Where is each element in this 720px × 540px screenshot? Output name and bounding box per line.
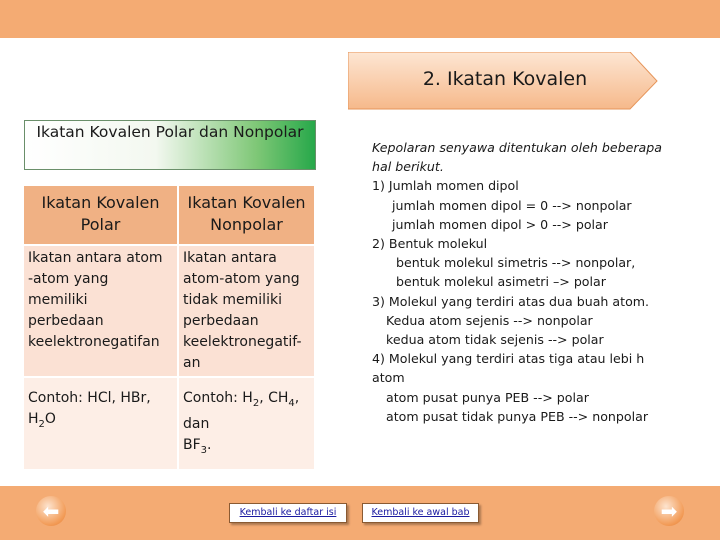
back-to-toc-link[interactable]: Kembali ke daftar isi xyxy=(229,503,347,523)
rules-intro-2: hal berikut. xyxy=(372,159,444,175)
rule-2b: bentuk molekul asimetri –> polar xyxy=(396,274,606,290)
header-nonpolar: Ikatan Kovalen Nonpolar xyxy=(178,186,314,245)
next-slide-button[interactable] xyxy=(654,496,684,526)
rule-3a: Kedua atom sejenis --> nonpolar xyxy=(386,312,593,328)
rule-1: 1) Jumlah momen dipol xyxy=(372,178,519,194)
rule-2: 2) Bentuk molekul xyxy=(372,236,488,252)
rule-3: 3) Molekul yang terdiri atas dua buah atom. xyxy=(372,293,650,309)
rule-4a: atom pusat punya PEB --> polar xyxy=(386,389,589,405)
slide-title: 2. Ikatan Kovalen xyxy=(422,68,588,90)
rule-4b: atom pusat tidak punya PEB --> nonpolar xyxy=(386,408,649,424)
rule-1a: jumlah momen dipol = 0 --> nonpolar xyxy=(392,197,632,213)
rules-intro: Kepolaran senyawa ditentukan oleh beberapa xyxy=(372,140,662,155)
rule-4-cont: atom xyxy=(372,370,405,386)
comparison-table xyxy=(24,186,314,469)
polarity-rules xyxy=(372,138,672,426)
rule-1b: jumlah momen dipol > 0 --> polar xyxy=(392,216,608,232)
back-to-chapter-start-link[interactable]: Kembali ke awal bab xyxy=(362,503,479,523)
cell-polar-example: Contoh: HCl, HBr, $H_2O$ xyxy=(24,377,178,469)
rule-4: 4) Molekul yang terdiri atas tiga atau lebi h xyxy=(372,351,645,367)
section-heading: Ikatan Kovalen Polar dan Nonpolar xyxy=(36,123,304,141)
top-band xyxy=(0,0,720,38)
rule-2a: bentuk molekul simetris --> nonpolar, xyxy=(396,255,636,271)
bottom-band xyxy=(0,486,720,540)
rule-3b: kedua atom tidak sejenis --> polar xyxy=(386,332,604,348)
cell-nonpolar-definition: Ikatan antara atom-atom yang tidak memiliki perbedaan keelektronegatif- an xyxy=(178,245,314,377)
cell-polar-definition: Ikatan antara atom -atom yang memiliki perbedaan keelektronegatifan xyxy=(24,245,178,377)
arrow-right-icon: ➡ xyxy=(660,499,678,523)
header-polar: Ikatan Kovalen Polar xyxy=(24,186,178,245)
cell-nonpolar-example: Contoh: $H_2$, $CH_4$, dan $BF_3$. xyxy=(178,377,314,469)
arrow-left-icon: ⬅ xyxy=(42,499,60,523)
prev-slide-button[interactable] xyxy=(36,496,66,526)
